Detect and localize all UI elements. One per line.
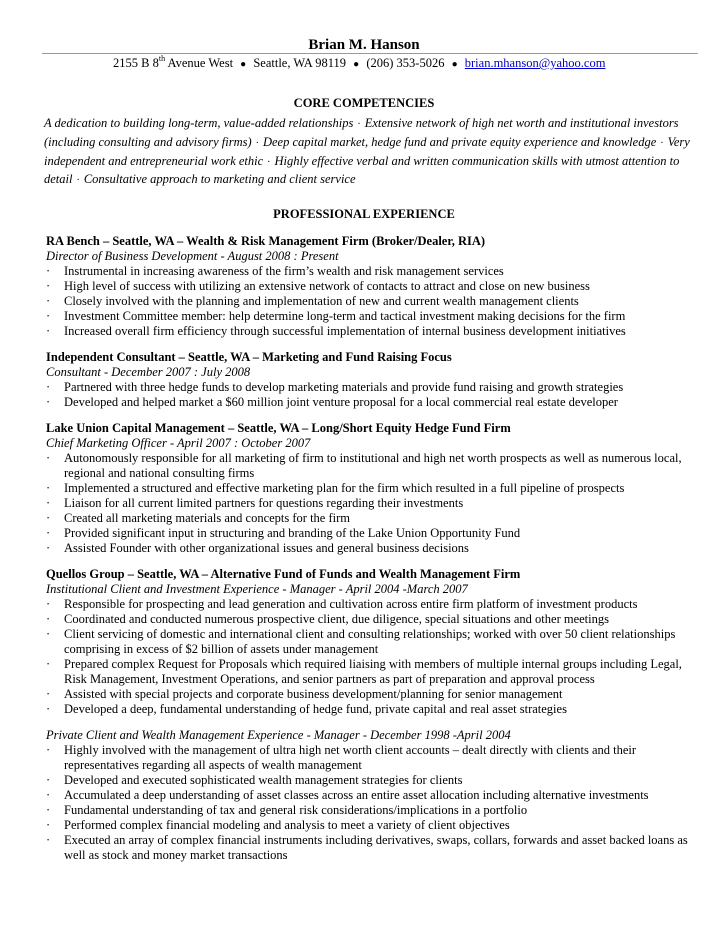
job-bullets bbox=[46, 597, 706, 717]
list-item bbox=[46, 803, 706, 818]
job-entry bbox=[46, 567, 706, 717]
bullet-icon: · bbox=[46, 803, 51, 817]
list-item bbox=[46, 597, 706, 612]
bullet-icon: · bbox=[46, 451, 51, 465]
bullet-icon: · bbox=[46, 597, 51, 611]
competency-separator-icon: · bbox=[255, 137, 259, 149]
job-bullets bbox=[46, 743, 706, 863]
competency-item: A dedication to building long-term, value-added relationships bbox=[44, 116, 354, 130]
competency-separator-icon: · bbox=[660, 137, 664, 149]
core-competencies-heading: CORE COMPETENCIES bbox=[293, 96, 435, 110]
bullet-text: Prepared complex Request for Proposals which required liaising with members of multiple internal groups including Legal, Risk Management, Investment Operations, and senior partners as part of preparation and approval process bbox=[64, 657, 682, 686]
bullet-text: Liaison for all current limited partners for questions regarding their investments bbox=[64, 496, 464, 510]
bullet-text: Partnered with three hedge funds to develop marketing materials and provide fund raising and growth strategies bbox=[64, 380, 624, 394]
job-heading: Quellos Group – Seattle, WA – Alternative Fund of Funds and Wealth Management Firm bbox=[46, 567, 521, 581]
bullet-text: High level of success with utilizing an extensive network of contacts to attract and close on new business bbox=[64, 279, 590, 293]
address-city: Seattle, WA 98119 bbox=[253, 56, 347, 70]
bullet-text: Responsible for prospecting and lead generation and cultivation across entire firm platform of investment products bbox=[64, 597, 638, 611]
list-item bbox=[46, 541, 706, 556]
bullet-icon: · bbox=[46, 395, 51, 409]
bullet-text: Executed an array of complex financial instruments including derivatives, swaps, collars, forwards and asset backed loans as well as stock and money market transactions bbox=[64, 833, 688, 862]
bullet-text: Autonomously responsible for all marketing of firm to institutional and high net worth prospects as well as numerous local, regional and national consulting firms bbox=[64, 451, 682, 480]
list-item bbox=[46, 395, 706, 410]
contact-line bbox=[113, 56, 605, 72]
bullet-text: Accumulated a deep understanding of asset classes across an entire asset allocation including alternative investments bbox=[64, 788, 649, 802]
job-role bbox=[46, 728, 706, 743]
job-heading: RA Bench – Seattle, WA – Wealth & Risk Management Firm (Broker/Dealer, RIA) bbox=[46, 234, 486, 248]
list-item bbox=[46, 451, 706, 481]
job-title: Private Client and Wealth Management Experience - Manager - December 1998 -April 2004 bbox=[46, 728, 511, 742]
list-item bbox=[46, 788, 706, 803]
experience-list bbox=[46, 234, 706, 874]
list-item bbox=[46, 264, 706, 279]
bullet-icon: · bbox=[46, 279, 51, 293]
bullet-icon: · bbox=[46, 294, 51, 308]
competency-item: Extensive network of high net worth and institutional investors (including consulting and advisory firms) bbox=[44, 116, 679, 149]
bullet-icon: · bbox=[46, 657, 51, 671]
bullet-separator-icon: ● bbox=[240, 59, 247, 70]
job-entry bbox=[46, 728, 706, 863]
job-entry bbox=[46, 234, 706, 339]
bullet-text: Fundamental understanding of tax and general risk considerations/implications in a portfolio bbox=[64, 803, 528, 817]
bullet-text: Increased overall firm efficiency through successful implementation of internal business development initiatives bbox=[64, 324, 626, 338]
bullet-text: Client servicing of domestic and international client and consulting relationships; worked with over 50 client relationships comprising in excess of $2 billion of assets under management bbox=[64, 627, 676, 656]
list-item bbox=[46, 309, 706, 324]
list-item bbox=[46, 294, 706, 309]
list-item bbox=[46, 526, 706, 541]
list-item bbox=[46, 833, 706, 863]
bullet-text: Implemented a structured and effective marketing plan for the firm which resulted in a full pipeline of prospects bbox=[64, 481, 625, 495]
list-item bbox=[46, 702, 706, 717]
list-item bbox=[46, 612, 706, 627]
bullet-text: Performed complex financial modeling and analysis to meet a variety of client objectives bbox=[64, 818, 510, 832]
job-dates: - August 2008 : Present bbox=[217, 249, 339, 263]
bullet-icon: · bbox=[46, 541, 51, 555]
bullet-text: Developed a deep, fundamental understanding of hedge fund, private capital and real asset strategies bbox=[64, 702, 567, 716]
job-role bbox=[46, 582, 706, 597]
bullet-icon: · bbox=[46, 264, 51, 278]
job-dates: - April 2007 : October 2007 bbox=[166, 436, 311, 450]
bullet-icon: · bbox=[46, 511, 51, 525]
competency-item: Deep capital market, hedge fund and private equity experience and knowledge bbox=[262, 134, 657, 149]
job-title: Director of Business Development bbox=[46, 249, 218, 263]
competencies-paragraph bbox=[44, 115, 698, 190]
bullet-text: Developed and helped market a $60 million joint venture proposal for a local commercial real estate developer bbox=[64, 395, 618, 409]
job-entry bbox=[46, 421, 706, 556]
job-heading: Independent Consultant – Seattle, WA – Marketing and Fund Raising Focus bbox=[46, 350, 452, 364]
bullet-text: Closely involved with the planning and implementation of new and current wealth management clients bbox=[64, 294, 579, 308]
list-item bbox=[46, 818, 706, 833]
bullet-icon: · bbox=[46, 818, 51, 832]
phone-number: (206) 353-5026 bbox=[366, 56, 445, 70]
list-item bbox=[46, 773, 706, 788]
list-item bbox=[46, 743, 706, 773]
bullet-icon: · bbox=[46, 309, 51, 323]
job-role bbox=[46, 436, 706, 451]
competency-separator-icon: · bbox=[357, 119, 361, 130]
header-divider bbox=[42, 53, 698, 54]
job-role bbox=[46, 365, 706, 380]
bullet-text: Developed and executed sophisticated wealth management strategies for clients bbox=[64, 773, 463, 787]
bullet-icon: · bbox=[46, 526, 51, 540]
bullet-text: Coordinated and conducted numerous prospective client, due diligence, special situations and other meetings bbox=[64, 612, 609, 626]
competency-separator-icon: · bbox=[267, 156, 271, 168]
address-street: 2155 B 8th Avenue West bbox=[113, 54, 234, 70]
bullet-text: Provided significant input in structuring and branding of the Lake Union Opportunity Fund bbox=[64, 526, 521, 540]
bullet-icon: · bbox=[46, 702, 51, 716]
bullet-icon: · bbox=[46, 481, 51, 495]
list-item bbox=[46, 511, 706, 526]
bullet-text: Highly involved with the management of ultra high net worth client accounts – dealt directly with clients and their representatives regarding all aspects of wealth management bbox=[64, 743, 637, 772]
bullet-icon: · bbox=[46, 788, 51, 802]
bullet-separator-icon: ● bbox=[353, 59, 360, 70]
list-item bbox=[46, 481, 706, 496]
competency-separator-icon: · bbox=[76, 175, 80, 187]
bullet-icon: · bbox=[46, 687, 51, 701]
bullet-icon: · bbox=[46, 380, 51, 394]
professional-experience-heading: PROFESSIONAL EXPERIENCE bbox=[273, 207, 455, 221]
job-role bbox=[46, 249, 706, 264]
job-bullets bbox=[46, 380, 706, 410]
list-item bbox=[46, 627, 706, 657]
email-link[interactable]: brian.mhanson@yahoo.com bbox=[464, 56, 606, 70]
bullet-text: Assisted Founder with other organizational issues and general business decisions bbox=[64, 541, 469, 555]
list-item bbox=[46, 380, 706, 395]
list-item bbox=[46, 687, 706, 702]
competency-item: Highly effective verbal and written communication skills with utmost attention to detail bbox=[44, 153, 680, 187]
bullet-icon: · bbox=[46, 612, 51, 626]
bullet-icon: · bbox=[46, 833, 51, 847]
bullet-icon: · bbox=[46, 743, 51, 757]
bullet-separator-icon: ● bbox=[451, 59, 458, 70]
bullet-text: Instrumental in increasing awareness of the firm’s wealth and risk management services bbox=[64, 264, 504, 278]
job-title: Consultant - December 2007 : July 2008 bbox=[46, 365, 251, 379]
bullet-icon: · bbox=[46, 627, 51, 641]
competency-item: Very independent and entrepreneurial work ethic bbox=[44, 134, 690, 168]
bullet-text: Assisted with special projects and corporate business development/planning for senior management bbox=[64, 687, 563, 701]
competency-item: Consultative approach to marketing and client service bbox=[83, 172, 356, 187]
candidate-name: Brian M. Hanson bbox=[308, 37, 420, 53]
job-entry bbox=[46, 350, 706, 410]
bullet-icon: · bbox=[46, 324, 51, 338]
list-item bbox=[46, 657, 706, 687]
list-item bbox=[46, 324, 706, 339]
job-bullets bbox=[46, 451, 706, 556]
list-item bbox=[46, 279, 706, 294]
bullet-text: Created all marketing materials and concepts for the firm bbox=[64, 511, 350, 525]
job-title: Institutional Client and Investment Experience - Manager - April 2004 -March 2007 bbox=[46, 582, 468, 596]
job-bullets bbox=[46, 264, 706, 339]
list-item bbox=[46, 496, 706, 511]
job-heading: Lake Union Capital Management – Seattle, WA – Long/Short Equity Hedge Fund Firm bbox=[46, 421, 511, 435]
bullet-icon: · bbox=[46, 773, 51, 787]
job-title: Chief Marketing Officer bbox=[46, 436, 167, 450]
bullet-text: Investment Committee member: help determine long-term and tactical investment making decisions for the firm bbox=[64, 309, 626, 323]
bullet-icon: · bbox=[46, 496, 51, 510]
